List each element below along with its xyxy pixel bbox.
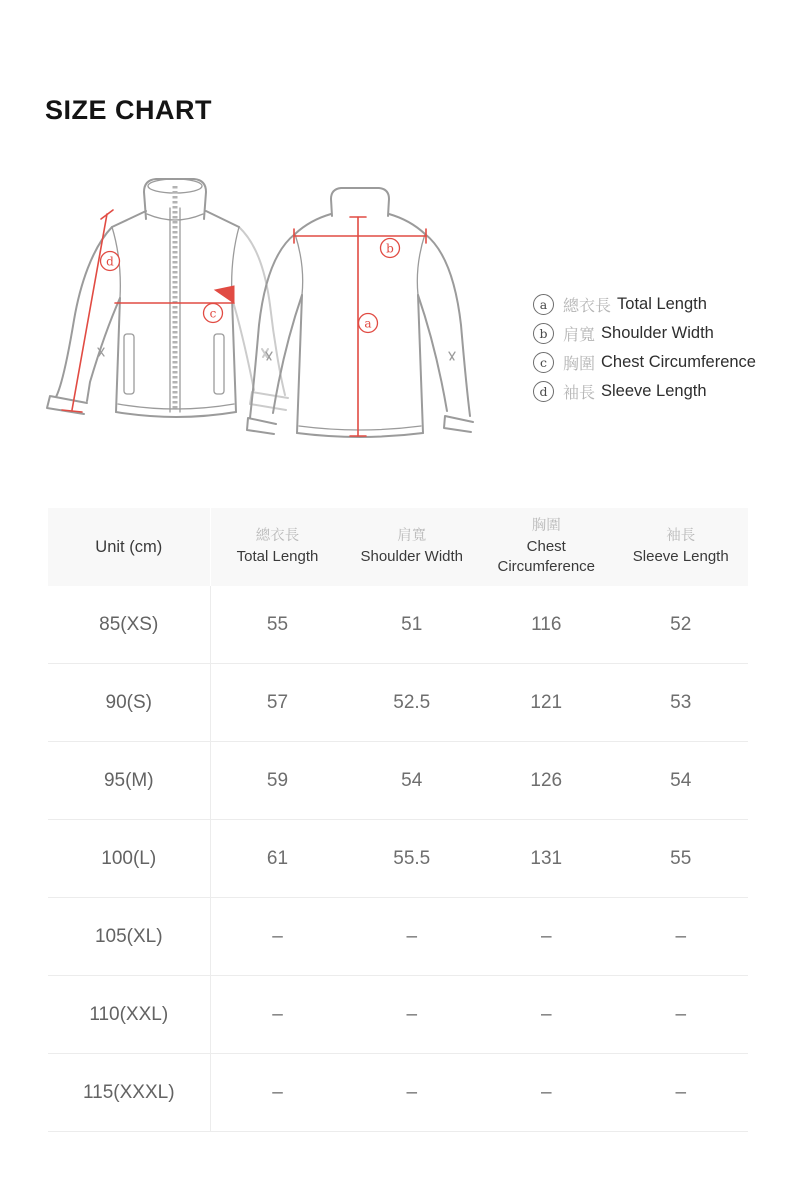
value-cell: – [479,976,614,1054]
legend-badge-c: c [533,352,554,373]
size-cell: 85(XS) [48,586,210,664]
value-cell: – [210,976,345,1054]
size-cell: 95(M) [48,742,210,820]
value-cell: 52 [614,586,749,664]
column-header-total-length: 總衣長 Total Length [210,508,345,586]
value-cell: – [345,1054,480,1132]
table-row-s [48,664,748,742]
value-cell: 55.5 [345,820,480,898]
table-row-xxxl [48,1054,748,1132]
page-title: SIZE CHART [45,95,212,125]
legend-en-label: Chest Circumference [601,353,756,371]
legend-badge-b: b [533,323,554,344]
measure-line-b [294,229,426,258]
size-cell: 100(L) [48,820,210,898]
measure-label-c: c [209,306,217,321]
value-cell: 54 [614,742,749,820]
legend-en-label: Total Length [617,295,707,313]
table-row-m [48,742,748,820]
size-table-header-row [48,508,748,586]
value-cell: – [479,1054,614,1132]
jacket-measurement-diagram [30,150,530,460]
legend-item-chest-circumference [533,352,756,373]
column-header-chest-circumference: 胸圍 Chest Circumference [479,508,614,586]
measure-label-b: b [386,241,394,256]
legend-badge-a: a [533,294,554,315]
legend-zh-label: 袖長 [563,385,596,402]
size-table [48,508,748,1132]
legend-zh-label: 肩寬 [563,327,596,344]
table-row-l [48,820,748,898]
column-header-sleeve-length: 袖長 Sleeve Length [614,508,749,586]
value-cell: – [345,976,480,1054]
value-cell: 121 [479,664,614,742]
value-cell: 54 [345,742,480,820]
value-cell: 55 [210,586,345,664]
value-cell: 126 [479,742,614,820]
value-cell: 51 [345,586,480,664]
column-header-unit: Unit (cm) [48,508,210,586]
size-cell: 105(XL) [48,898,210,976]
legend-en-label: Sleeve Length [601,382,707,400]
legend-item-total-length [533,294,756,315]
value-cell: 57 [210,664,345,742]
size-cell: 90(S) [48,664,210,742]
measurement-legend [533,294,756,410]
legend-item-shoulder-width [533,323,756,344]
back-jacket-drawing [247,188,473,437]
value-cell: – [614,1054,749,1132]
legend-en-label: Shoulder Width [601,324,714,342]
legend-item-sleeve-length [533,381,756,402]
legend-zh-label: 總衣長 [563,298,612,315]
value-cell: 53 [614,664,749,742]
front-jacket-drawing [47,179,239,417]
value-cell: – [210,898,345,976]
value-cell: – [614,976,749,1054]
value-cell: 116 [479,586,614,664]
measure-label-a: a [364,316,372,331]
size-cell: 110(XXL) [48,976,210,1054]
value-cell: – [614,898,749,976]
value-cell: 52.5 [345,664,480,742]
table-row-xl [48,898,748,976]
value-cell: – [210,1054,345,1132]
measure-line-a [350,217,378,436]
column-header-shoulder-width: 肩寬 Shoulder Width [345,508,480,586]
legend-zh-label: 胸圍 [563,356,596,373]
value-cell: 55 [614,820,749,898]
value-cell: 59 [210,742,345,820]
value-cell: – [345,898,480,976]
value-cell: – [479,898,614,976]
table-row-xs [48,586,748,664]
value-cell: 131 [479,820,614,898]
legend-badge-d: d [533,381,554,402]
size-cell: 115(XXXL) [48,1054,210,1132]
measure-label-d: d [106,254,114,269]
value-cell: 61 [210,820,345,898]
table-row-xxl [48,976,748,1054]
